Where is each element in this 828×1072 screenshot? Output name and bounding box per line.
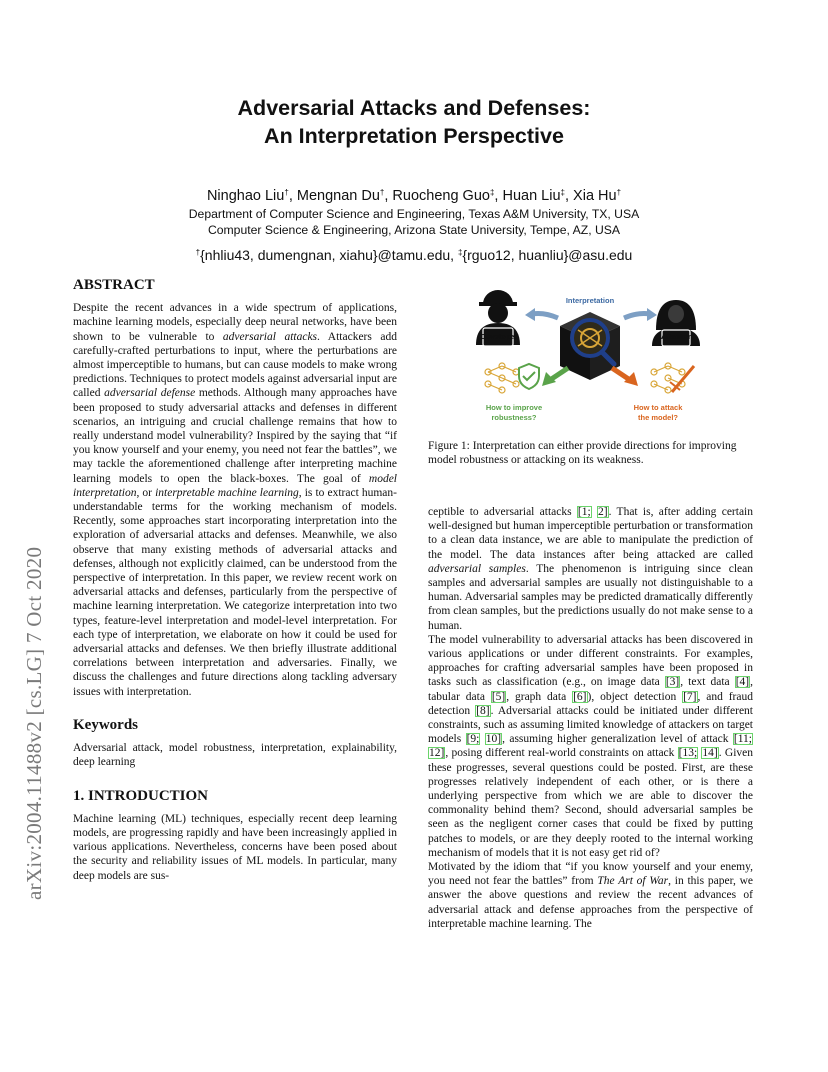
- author-name: Mengnan Du: [296, 188, 380, 204]
- attack-arrow: [612, 368, 630, 380]
- affiliation-mark: †: [195, 248, 201, 257]
- shield-icon: [519, 364, 539, 389]
- intro-paragraph-3: Motivated by the idiom that “if you know yourself and your enemy, you need not fear the battles” from The Art of War, in this paper, we answer the above questions and review the recent advances of adversarial attack and defense approaches from the perspective of interpretable machine learning. The: [428, 861, 753, 930]
- developer-label: Developer: [480, 332, 518, 341]
- affiliation-mark: †: [616, 188, 622, 197]
- introduction-text: Machine learning (ML) techniques, especially recent deep learning models, are progressing rapidly and have been increasingly applied in various applications. Nevertheless, concerns have been posed about the security and reliability issues of ML models. In particular, many deep models are sus-: [73, 812, 397, 882]
- citation-link[interactable]: [3]: [665, 676, 680, 689]
- interpretation-label: Interpretation: [565, 296, 615, 305]
- right-column: [428, 505, 753, 931]
- affiliation-mark: ‡: [457, 248, 463, 257]
- intro-paragraph-continued: ceptible to adversarial attacks [1; 2]. That is, after adding certain well-designed but human imperceptible perturbation or transformation to a clean data instance, we are able to manipulate the prediction of the model. The data instances after being attacked are called adversarial samples. The phenomenon is intriguing since clean samples and adversarial samples are usually not distinguishable to a human. Adversarial samples may be predicted dramatically differently from clean samples, but the predictions usually do not make sense to a human.: [428, 506, 753, 632]
- citation-link[interactable]: 14]: [702, 747, 718, 760]
- affiliation-mark: ‡: [560, 188, 565, 197]
- figure-svg: [428, 282, 753, 432]
- abstract-heading: ABSTRACT: [73, 277, 155, 293]
- attacker-label: Attacker: [660, 332, 692, 341]
- intro-paragraph-2: The model vulnerability to adversarial attacks has been discovered in various applications or under different constraints. For examples, approaches for crafting adversarial samples have been proposed in tasks such as classification (e.g., on image data [3], text data [4], tabular data [5], graph data [6]), object detection [7], and fraud detection [8]. Adversarial attacks could be initiated under different constraints, such as assuming limited knowledge of attackers on target models [9; 10], assuming higher generalization level of attack [11; 12], posing different real-world constraints on attack [13; 14]. Given these progresses, several questions could be posted. First, are these progresses relatively independent of each other, or is there a underlying perspective from which we are able to discover the commonality behind them? Second, should adversarial samples be seen as the negligent corner cases that could be fixed by putting patches to models, or are they deeply rooted to the internal working mechanism of models that it is not easy get rid of?: [428, 633, 753, 859]
- sword-icon: [670, 366, 694, 392]
- citation-link[interactable]: [7]: [683, 690, 697, 703]
- citation-link[interactable]: [5]: [491, 690, 506, 703]
- author-name: Huan Liu: [502, 188, 561, 204]
- title-line-2: An Interpretation Perspective: [264, 124, 564, 148]
- citation-link[interactable]: [4]: [735, 676, 750, 689]
- affiliation-mark: ‡: [489, 188, 495, 197]
- title-line-1: Adversarial Attacks and Defenses:: [237, 96, 591, 120]
- citation-link[interactable]: [9;: [466, 733, 480, 746]
- abstract-text: Despite the recent advances in a wide spectrum of applications, machine learning models, especially deep neural networks, have been shown to be vulnerable to adversarial attacks. Attackers add carefully-crafted perturbations to input, where the perturbations are almost imperceptible to humans, but can cause models to make wrong predictions. Techniques to protect models against adversarial input are called adversarial defense methods. Although many approaches have been proposed to study adversarial attacks and defenses in different scenarios, an intriguing and crucial challenge remains that how to really understand model vulnerability? Inspired by the saying that “if you know yourself and your enemy, you need not fear the battles”, we may tackle the aforementioned challenge after interpreting machine learning models to open the black-boxes. The goal of model interpretation, or interpretable machine learning, is to extract human-understandable terms for the working mechanism of models. Recently, some approaches start incorporating interpretation into the exploration of adversarial attacks and defenses. Meanwhile, we also observe that many existing methods of adversarial attacks and defenses, although not explicitly claimed, can be understood from the perspective of interpretation. In this paper, we review recent work on adversarial attacks and defenses, particularly from the perspective of machine learning interpretation. We categorize interpretation into two types, feature-level interpretation and model-level interpretation. For each type of interpretation, we elaborate on how it could be used for adversarial attacks and defenses. We then briefly illustrate additional correlations between interpretation and adversaries. Finally, we discuss the challenges and future directions along tackling adversary issues with interpretation.: [73, 302, 398, 698]
- figure-1: [428, 282, 753, 467]
- attack-label-line-2: the model?: [637, 413, 679, 422]
- interpretation-arrow-left: [532, 314, 558, 319]
- author-emails: [0, 243, 828, 265]
- citation-link[interactable]: 10]: [485, 733, 502, 746]
- affiliation-asu: Computer Science & Engineering, Arizona State University, Tempe, AZ, USA: [207, 223, 621, 237]
- improve-label-line-1: How to improve: [485, 403, 543, 412]
- affiliation-tamu: Department of Computer Science and Engineering, Texas A&M University, TX, USA: [188, 207, 640, 221]
- figure-caption: Figure 1: Interpretation can either provide directions for improving model robustness or attacking on its weakness.: [428, 440, 737, 467]
- improve-label-line-2: robustness?: [491, 413, 537, 422]
- citation-link[interactable]: [1;: [577, 506, 591, 518]
- citation-link[interactable]: [13;: [678, 747, 698, 760]
- author-list: Ninghao Liu†, Mengnan Du†, Ruocheng Guo‡, Huan Liu‡, Xia Hu†: [206, 188, 622, 204]
- interpretation-arrow-right: [624, 314, 650, 319]
- citation-link[interactable]: [6]: [573, 690, 587, 703]
- arxiv-side-stamp: arXiv:2004.11488v2 [cs.LG] 7 Oct 2020: [22, 546, 46, 900]
- citation-link[interactable]: [8]: [476, 704, 490, 717]
- citation-link[interactable]: [11;: [733, 733, 752, 746]
- email-group-tamu: {nhliu43, dumengnan, xiahu}@tamu.edu,: [200, 247, 455, 263]
- left-column: [73, 278, 397, 883]
- figure-illustration: [428, 282, 753, 432]
- paper-title: [0, 94, 828, 150]
- keywords-text: Adversarial attack, model robustness, interpretation, explainability, deep learning: [73, 742, 397, 769]
- author-name: Xia Hu: [573, 188, 617, 204]
- email-group-asu: {rguo12, huanliu}@asu.edu: [462, 247, 633, 263]
- author-name: Ninghao Liu: [206, 188, 285, 204]
- robust-network-icon: [485, 363, 519, 393]
- author-block: [0, 183, 828, 265]
- introduction-heading: 1. INTRODUCTION: [73, 787, 209, 804]
- attack-label-line-1: How to attack: [633, 403, 683, 412]
- attacked-network-icon: [651, 363, 685, 393]
- affiliation-mark: †: [379, 188, 385, 197]
- citation-link[interactable]: 12]: [429, 747, 445, 760]
- author-name: Ruocheng Guo: [392, 188, 490, 204]
- affiliation-mark: †: [284, 188, 289, 197]
- keywords-heading: Keywords: [73, 716, 138, 733]
- citation-link[interactable]: 2]: [597, 506, 608, 518]
- improve-arrow: [550, 368, 568, 380]
